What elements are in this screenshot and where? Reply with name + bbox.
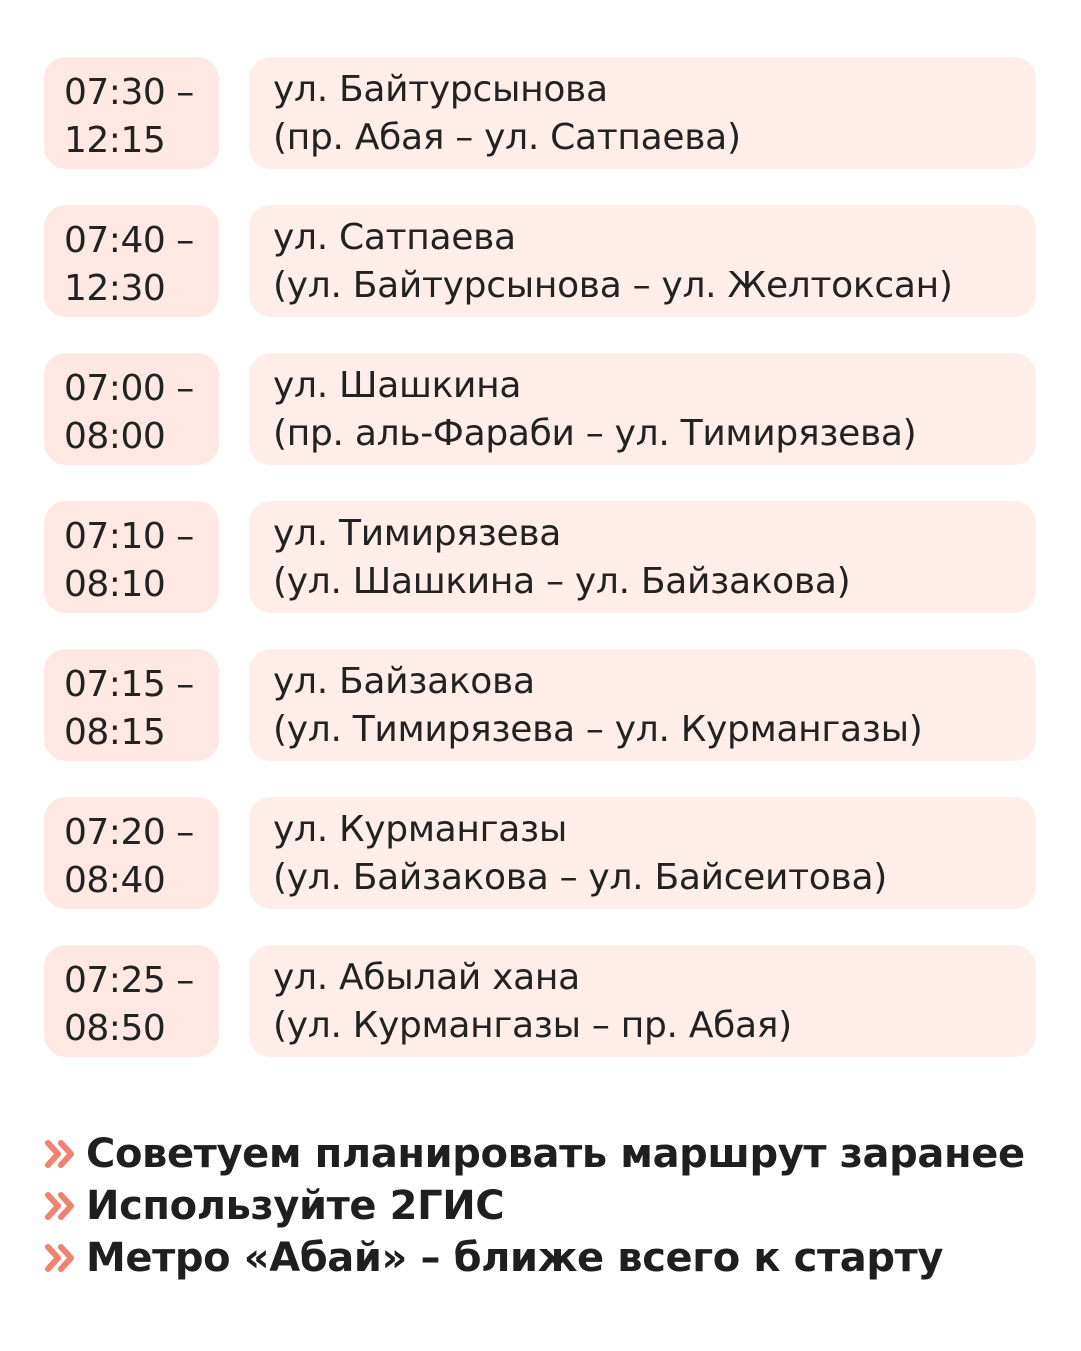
- street-name: ул. Абылай хана: [273, 957, 580, 998]
- time-end: 08:50: [64, 1008, 166, 1049]
- street-info: [249, 649, 1036, 761]
- schedule-row: [44, 353, 1036, 465]
- street-section: (ул. Шашкина – ул. Байзакова): [273, 561, 851, 602]
- street-name: ул. Шашкина: [273, 365, 522, 406]
- tip-text: Метро «Абай» – ближе всего к старту: [86, 1235, 944, 1281]
- street-section: (ул. Байтурсынова – ул. Желтоксан): [273, 265, 953, 306]
- time-range: [44, 797, 219, 909]
- tip-text: Используйте 2ГИС: [86, 1183, 505, 1229]
- schedule-row: [44, 649, 1036, 761]
- street-info: [249, 205, 1036, 317]
- time-start: 07:20 –: [64, 812, 194, 853]
- double-chevron-right-icon: [44, 1191, 78, 1221]
- street-info: [249, 797, 1036, 909]
- street-info: [249, 57, 1036, 169]
- time-end: 08:40: [64, 860, 166, 901]
- street-info: [249, 501, 1036, 613]
- time-start: 07:10 –: [64, 516, 194, 557]
- time-start: 07:30 –: [64, 72, 194, 113]
- tip-text: Советуем планировать маршрут заранее: [86, 1131, 1025, 1177]
- street-name: ул. Курмангазы: [273, 809, 568, 850]
- time-range: [44, 353, 219, 465]
- schedule-row: [44, 501, 1036, 613]
- street-name: ул. Сатпаева: [273, 217, 516, 258]
- double-chevron-right-icon: [44, 1243, 78, 1273]
- schedule-row: [44, 945, 1036, 1057]
- tip-item: [44, 1232, 1044, 1284]
- time-start: 07:00 –: [64, 368, 194, 409]
- schedule-row: [44, 57, 1036, 169]
- street-info: [249, 945, 1036, 1057]
- time-end: 08:00: [64, 416, 166, 457]
- time-start: 07:40 –: [64, 220, 194, 261]
- schedule-row: [44, 797, 1036, 909]
- double-chevron-right-icon: [44, 1139, 78, 1169]
- street-section: (ул. Курмангазы – пр. Абая): [273, 1005, 792, 1046]
- tip-item: [44, 1128, 1044, 1180]
- street-name: ул. Тимирязева: [273, 513, 562, 554]
- time-range: [44, 57, 219, 169]
- time-end: 08:10: [64, 564, 166, 605]
- street-name: ул. Байзакова: [273, 661, 535, 702]
- time-range: [44, 649, 219, 761]
- time-range: [44, 205, 219, 317]
- time-end: 08:15: [64, 712, 166, 753]
- schedule-row: [44, 205, 1036, 317]
- tips-list: [44, 1128, 1044, 1284]
- time-start: 07:25 –: [64, 960, 194, 1001]
- closure-schedule: [44, 57, 1036, 1093]
- time-start: 07:15 –: [64, 664, 194, 705]
- street-section: (пр. аль-Фараби – ул. Тимирязева): [273, 413, 917, 454]
- time-range: [44, 945, 219, 1057]
- street-name: ул. Байтурсынова: [273, 69, 608, 110]
- tip-item: [44, 1180, 1044, 1232]
- street-info: [249, 353, 1036, 465]
- time-end: 12:30: [64, 268, 166, 309]
- time-range: [44, 501, 219, 613]
- street-section: (ул. Тимирязева – ул. Курмангазы): [273, 709, 923, 750]
- street-section: (ул. Байзакова – ул. Байсеитова): [273, 857, 887, 898]
- time-end: 12:15: [64, 120, 166, 161]
- street-section: (пр. Абая – ул. Сатпаева): [273, 117, 741, 158]
